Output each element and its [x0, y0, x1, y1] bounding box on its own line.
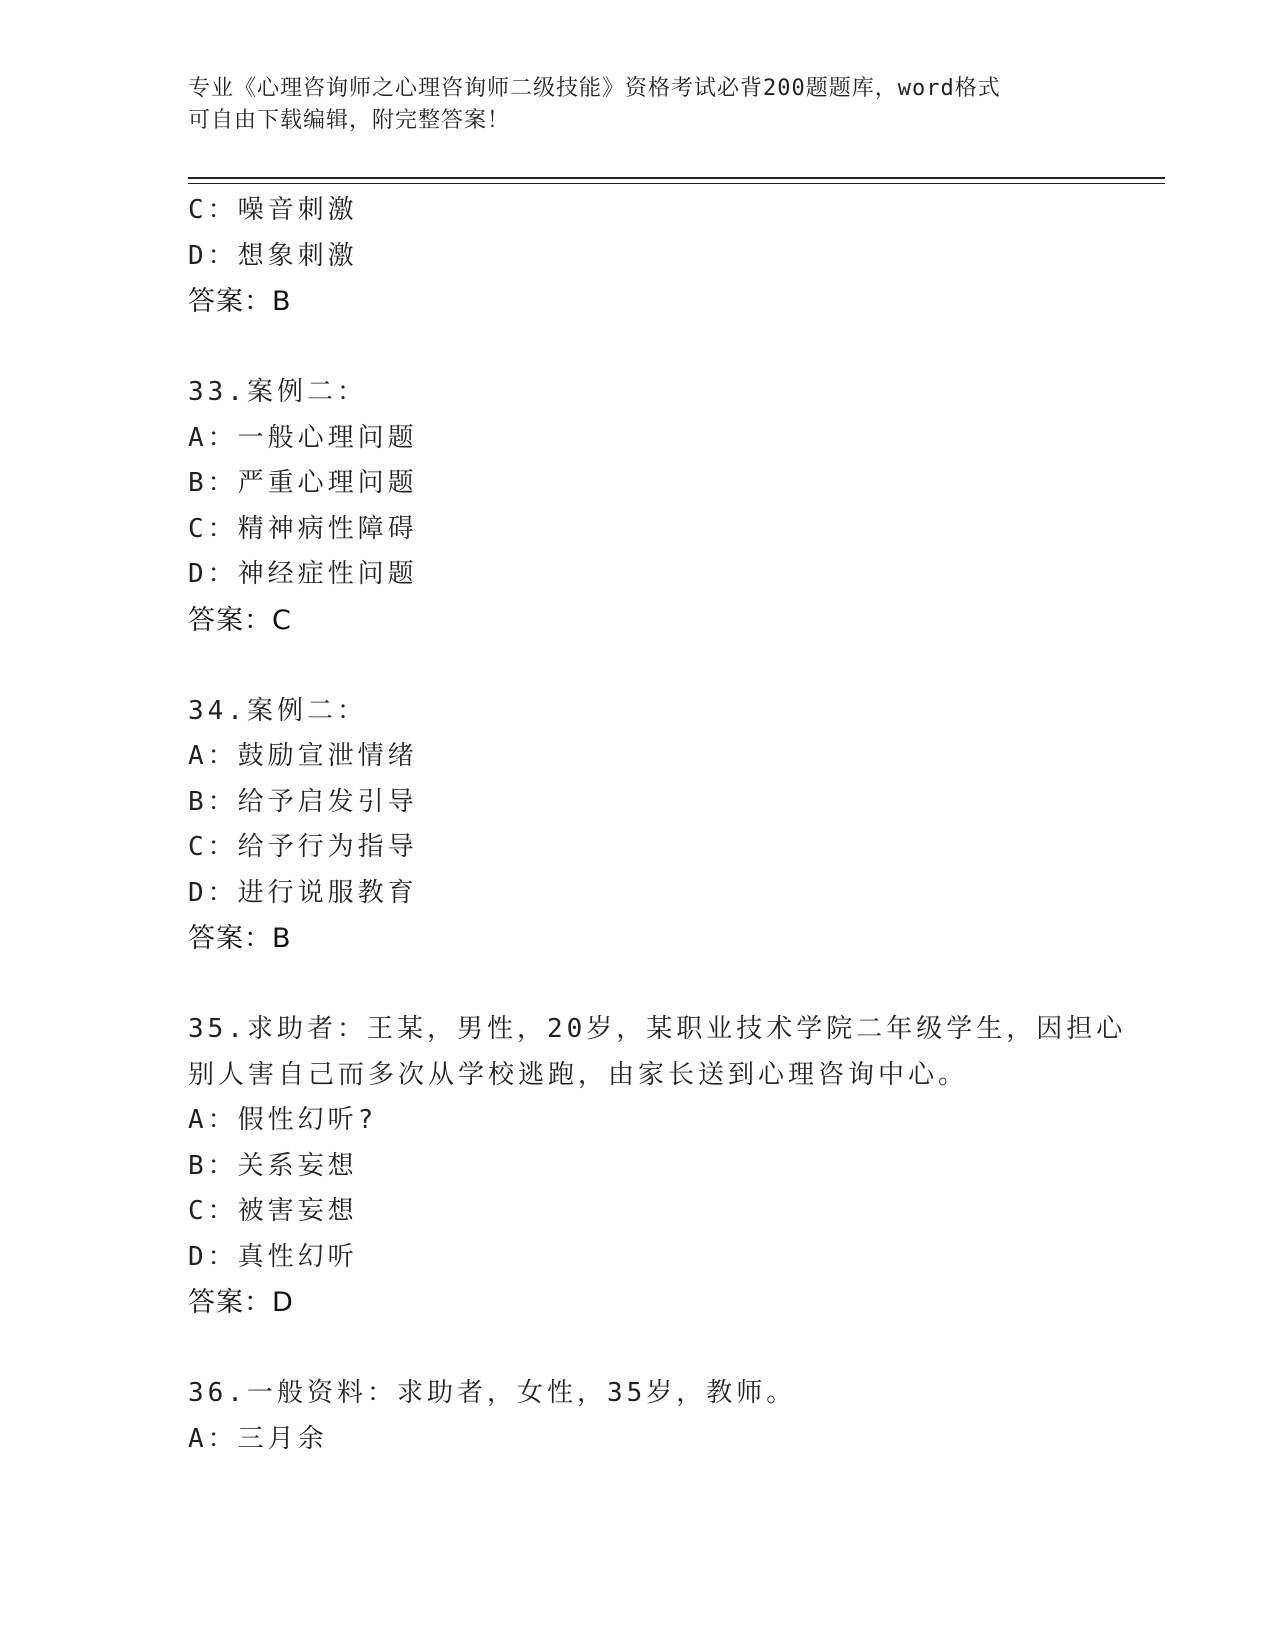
spacer [188, 325, 1138, 371]
question-list [188, 188, 1138, 1462]
spacer [188, 962, 1138, 1008]
option-b: B：给予启发引导 [188, 786, 418, 817]
question-block-prev [188, 188, 1138, 325]
option-d: D：进行说服教育 [188, 877, 418, 908]
option-b: B：严重心理问题 [188, 468, 418, 498]
header-title-line-2: 可自由下载编辑，附完整答案！ [188, 108, 511, 133]
answer-line: 答案：B [188, 923, 292, 954]
option-c: C：给予行为指导 [188, 832, 418, 862]
option-d: D：真性幻听 [188, 1241, 358, 1272]
header-divider-thick [188, 177, 1165, 179]
header-title-line-1: 专业《心理咨询师之心理咨询师二级技能》资格考试必背200题题库，word格式 [188, 76, 1001, 101]
question-block-36 [188, 1371, 1138, 1462]
answer-line: 答案：B [188, 286, 292, 317]
question-block-34 [188, 689, 1138, 962]
option-c: C：精神病性障碍 [188, 513, 418, 544]
answer-line: 答案：D [188, 1287, 294, 1318]
option-a: A：一般心理问题 [188, 422, 418, 453]
spacer [188, 643, 1138, 689]
question-stem-line-2: 别人害自己而多次从学校逃跑，由家长送到心理咨询中心。 [188, 1059, 969, 1090]
question-stem: 36.一般资料：求助者，女性，35岁，教师。 [188, 1378, 797, 1408]
option-a: A：假性幻听? [188, 1105, 378, 1135]
question-stem-line-1: 35.求助者：王某，男性，20岁，某职业技术学院二年级学生，因担心 [188, 1014, 1127, 1044]
document-header [188, 73, 1088, 137]
option-c: C：被害妄想 [188, 1196, 358, 1226]
question-stem: 33.案例二： [188, 377, 367, 407]
header-divider-thin [188, 183, 1165, 184]
option-b: B：关系妄想 [188, 1150, 358, 1181]
option-c: C：噪音刺激 [188, 195, 358, 225]
option-d: D：想象刺激 [188, 240, 358, 271]
option-a: A：鼓励宣泄情绪 [188, 741, 418, 771]
question-block-35 [188, 1007, 1138, 1326]
question-block-33 [188, 370, 1138, 643]
option-a: A：三月余 [188, 1423, 328, 1454]
spacer [188, 1326, 1138, 1372]
question-stem: 34.案例二： [188, 695, 367, 726]
option-d: D：神经症性问题 [188, 559, 418, 589]
answer-line: 答案：C [188, 604, 292, 636]
